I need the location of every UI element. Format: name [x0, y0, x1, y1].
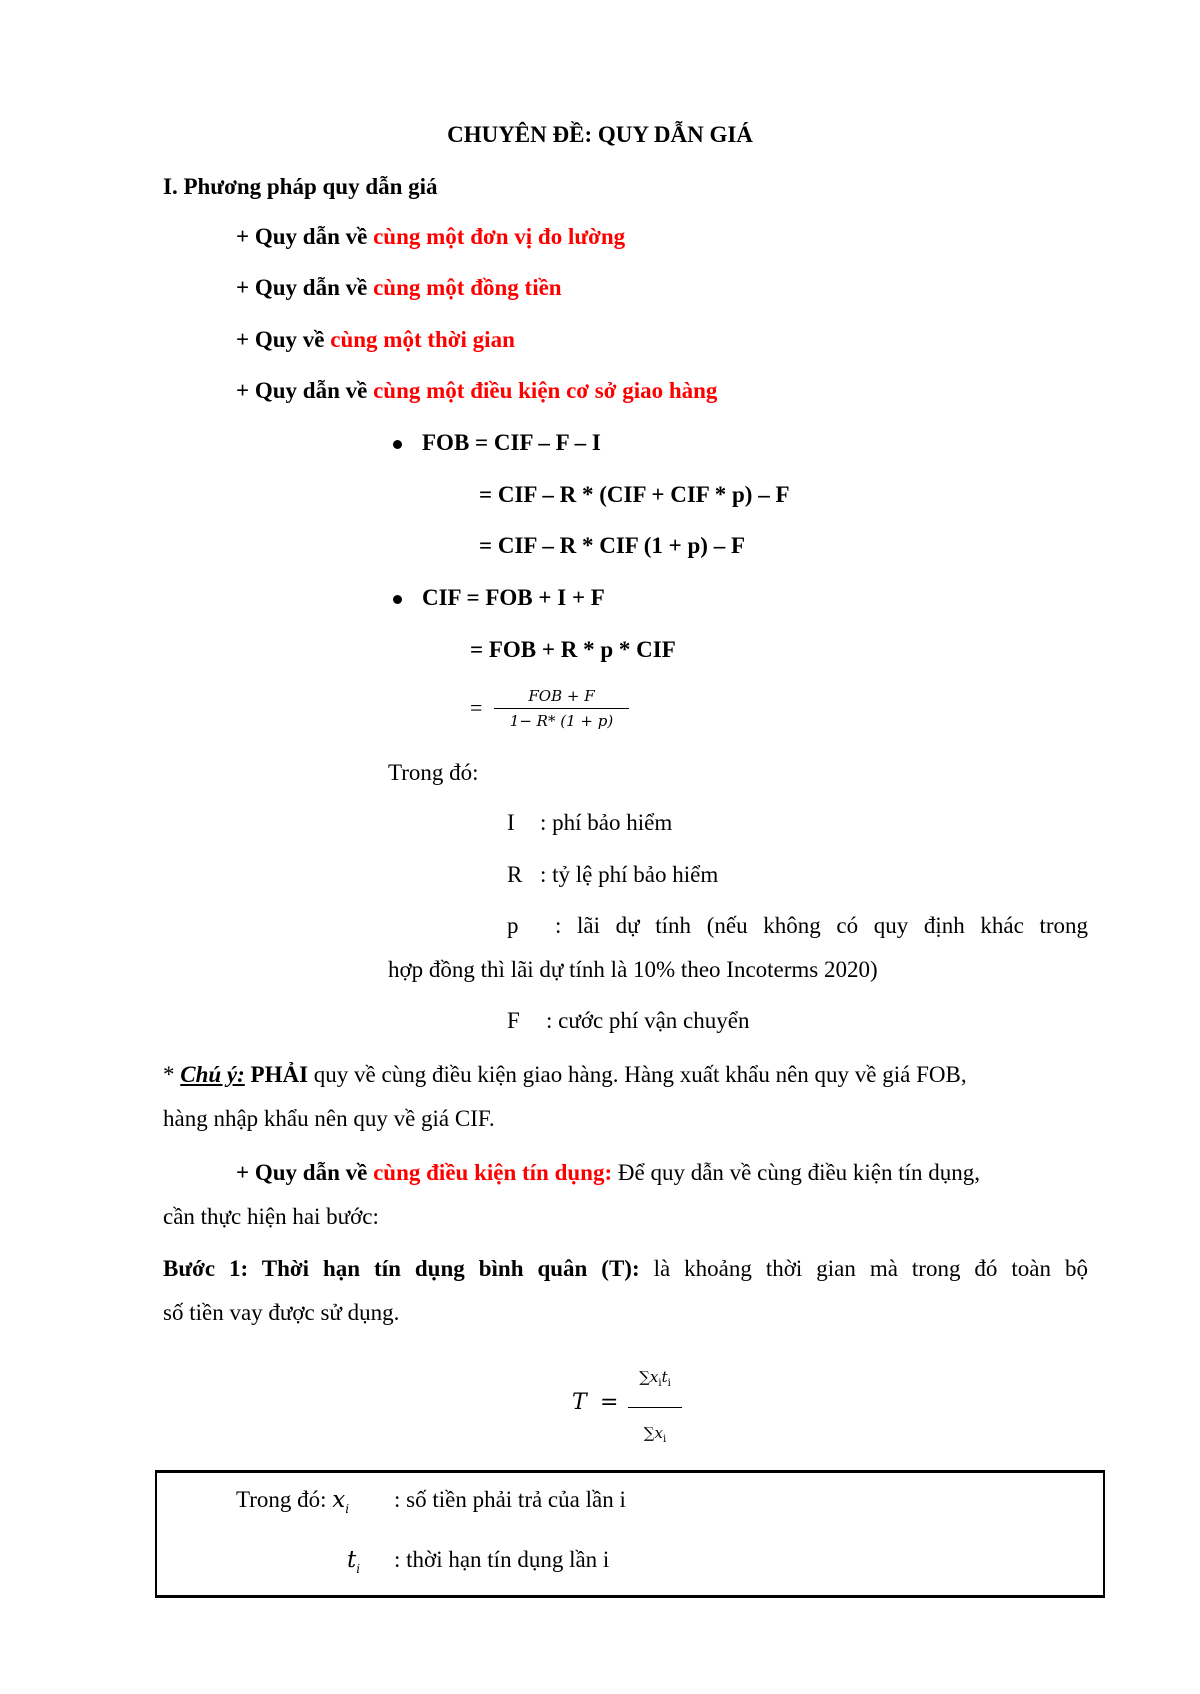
- note-label: Chú ý:: [180, 1062, 245, 1087]
- formula-T-bar: [628, 1407, 682, 1408]
- method-item-credit: [236, 1160, 980, 1186]
- var-x: x: [649, 1368, 659, 1386]
- item-prefix: + Quy dẫn về: [236, 1160, 374, 1185]
- section-heading: I. Phương pháp quy dẫn giá: [163, 174, 438, 199]
- fraction-numerator: FOB + F: [528, 687, 595, 705]
- sigma-symbol: ∑: [639, 1368, 650, 1386]
- subscript-i: i: [662, 1434, 667, 1445]
- bullet-icon: [393, 440, 402, 449]
- box-sub-i: i: [345, 1502, 350, 1516]
- item-prefix: + Quy dẫn về: [236, 275, 374, 300]
- box-desc-x: : số tiền phải trả của lần i: [394, 1487, 626, 1512]
- method-item-delivery: [236, 378, 717, 404]
- item-highlight: cùng một điều kiện cơ sở giao hàng: [373, 378, 718, 403]
- item-highlight: cùng một đơn vị đo lường: [373, 224, 626, 249]
- def-symbol-p: p: [507, 913, 519, 938]
- bullet-icon: [393, 595, 402, 604]
- method-item-currency: [236, 275, 562, 301]
- page-title: CHUYÊN ĐỀ: QUY DẪN GIÁ: [447, 122, 753, 147]
- def-desc-p: : lãi dự tính (nếu không có quy định khác trong: [555, 913, 1088, 938]
- cif-formula-line1: CIF = FOB + I + F: [422, 585, 605, 610]
- item-highlight: cùng một đồng tiền: [373, 275, 562, 300]
- fob-formula-line1: FOB = CIF – F – I: [422, 430, 601, 455]
- item-text: Để quy dẫn về cùng điều kiện tín dụng,: [612, 1160, 981, 1185]
- item-prefix: + Quy dẫn về: [236, 224, 374, 249]
- def-desc-F: : cước phí vận chuyển: [546, 1008, 750, 1033]
- def-symbol-R: R: [507, 862, 523, 887]
- step1-paragraph: [163, 1256, 1088, 1282]
- formula-T-fraction: [628, 1366, 682, 1451]
- note-paragraph-cont: hàng nhập khẩu nên quy về giá CIF.: [163, 1106, 495, 1131]
- def-symbol-I: I: [507, 810, 515, 835]
- note-strong: PHẢI: [244, 1062, 309, 1087]
- var-x: x: [654, 1424, 663, 1442]
- def-desc-R: : tỷ lệ phí bảo hiểm: [540, 862, 719, 887]
- box-label-text: Trong đó:: [236, 1487, 333, 1512]
- def-desc-p-cont: hợp đồng thì lãi dự tính là 10% theo Incoterms 2020): [388, 957, 878, 982]
- subscript-i: i: [667, 1378, 671, 1389]
- step1-paragraph-cont: số tiền vay được sử dụng.: [163, 1300, 400, 1325]
- cif-fraction-eq: =: [470, 695, 483, 720]
- cif-fraction: [494, 686, 629, 731]
- fob-formula-line3: = CIF – R * CIF (1 + p) – F: [479, 533, 745, 558]
- step1-text: là khoảng thời gian mà trong đó toàn bộ: [639, 1256, 1088, 1281]
- formula-T-lhs: T: [572, 1390, 587, 1415]
- note-paragraph: [163, 1062, 967, 1088]
- box-var-t: t: [347, 1547, 357, 1573]
- method-item-unit: [236, 224, 625, 250]
- box-var-x: x: [332, 1487, 346, 1513]
- item-prefix: + Quy về: [236, 327, 331, 352]
- fraction-bar: [494, 708, 629, 709]
- formula-T-eq: =: [600, 1390, 619, 1415]
- fraction-denominator: 1− R* (1 + p): [509, 712, 614, 730]
- formula-T-denominator: [628, 1422, 682, 1451]
- def-symbol-F: F: [507, 1008, 520, 1033]
- formula-T-numerator: [628, 1366, 682, 1395]
- fob-formula-line2: = CIF – R * (CIF + CIF * p) – F: [479, 482, 790, 507]
- item-highlight: cùng điều kiện tín dụng:: [373, 1160, 613, 1185]
- method-item-time: [236, 327, 515, 353]
- note-text: quy về cùng điều kiện giao hàng. Hàng xuất khẩu nên quy về giá FOB,: [308, 1062, 967, 1087]
- step1-label: Bước 1: Thời hạn tín dụng bình quân (T):: [163, 1256, 640, 1281]
- sigma-symbol: ∑: [643, 1424, 655, 1442]
- box-sub-i: i: [356, 1562, 361, 1576]
- def-desc-I: : phí bảo hiểm: [540, 810, 673, 835]
- box-label: [236, 1487, 349, 1516]
- where-label: Trong đó:: [388, 760, 479, 785]
- method-item-credit-cont: cần thực hiện hai bước:: [163, 1204, 379, 1229]
- item-prefix: + Quy dẫn về: [236, 378, 374, 403]
- note-star: *: [163, 1062, 181, 1087]
- box-var-t-wrap: [347, 1547, 360, 1576]
- cif-formula-line2: = FOB + R * p * CIF: [470, 637, 676, 662]
- box-desc-t: : thời hạn tín dụng lần i: [394, 1547, 610, 1572]
- definitions-box: [155, 1470, 1105, 1598]
- subscript-i: i: [658, 1378, 662, 1389]
- item-highlight: cùng một thời gian: [330, 327, 515, 352]
- var-t: t: [661, 1368, 668, 1386]
